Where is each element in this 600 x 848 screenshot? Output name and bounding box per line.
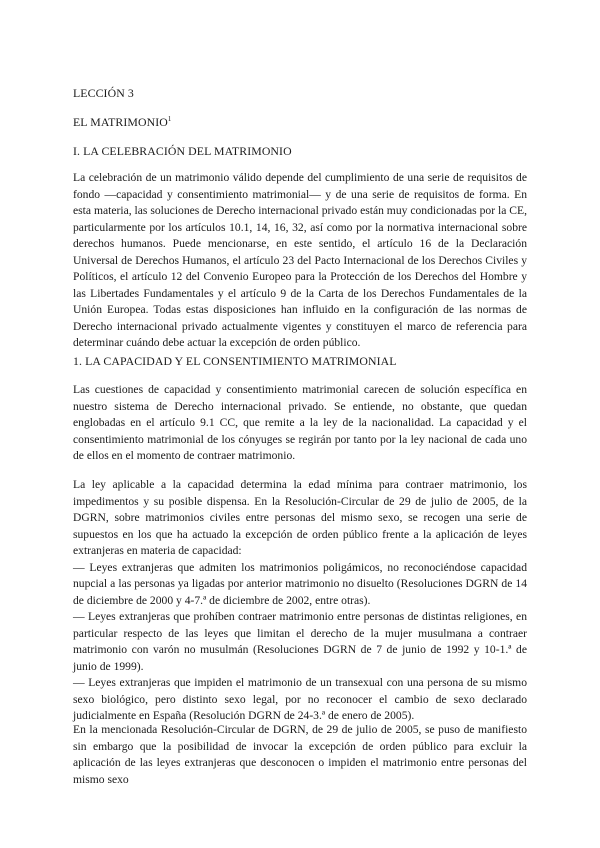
paragraph-resolution-circular: En la mencionada Resolución-Circular de DGRN, de 29 de julio de 2005, se puso de manifiesto sin embargo que la posibilidad de invocar la excepción de orden público para excluir la aplicación de las leyes extranjeras que desconocen o impiden el matrimonio entre personas del mismo sexo <box>73 723 527 786</box>
paragraph-public-order <box>73 477 527 725</box>
lesson-heading: LECCIÓN 3 <box>73 86 134 100</box>
topic-heading <box>73 114 527 131</box>
section-heading-celebration: I. LA CELEBRACIÓN DEL MATRIMONIO <box>73 144 292 158</box>
footnote-marker: 1 <box>167 115 172 123</box>
list-item-religion: — Leyes extranjeras que prohíben contraer matrimonio entre personas de distintas religiones, en particular respecto de las leyes que limitan el derecho de la mujer musulmana a contraer matrimonio con varón no musulmán (Resoluciones DGRN de 7 de junio de 1992 y 10-1.ª de junio de 1999). <box>73 610 527 673</box>
list-item-polygamy: — Leyes extranjeras que admiten los matrimonios poligámicos, no reconociéndose capacidad nupcial a las personas ya ligadas por anterior matrimonio no disuelto (Resoluciones DGRN de 14 de diciembre de 2000 y 4-7.ª de diciembre de 2002, entre otras). <box>73 560 527 607</box>
paragraph-public-order-intro: La ley aplicable a la capacidad determina la edad mínima para contraer matrimonio, los impedimentos y su posible dispensa. En la Resolución-Circular de 29 de julio de 2005, de la DGRN, sobre matrimonios civiles entre personas del mismo sexo, se recogen una serie de supuestos en los que ha actuado la excepción de orden público frente a la aplicación de leyes extranjeras en materia de capacidad: <box>73 478 527 557</box>
section-heading-capacity: 1. LA CAPACIDAD Y EL CONSENTIMIENTO MATRIMONIAL <box>73 354 397 368</box>
paragraph-capacity-law: Las cuestiones de capacidad y consentimiento matrimonial carecen de solución específica en nuestro sistema de Derecho internacional privado. Se entiende, no obstante, que quedan englobadas en el artículo 9.1 CC, que remite a la ley de la nacionalidad. La capacidad y el consentimiento matrimonial de los cónyuges se regirán por tanto por la ley nacional de cada uno de ellos en el momento de contraer matrimonio. <box>73 383 527 462</box>
list-item-transsexual: — Leyes extranjeras que impiden el matrimonio de un transexual con una persona de su mismo sexo biológico, pero distinto sexo legal, por no reconocer el cambio de sexo declarado judicialmente en España (Resolución DGRN de 24-3.ª de enero de 2005). <box>73 676 527 722</box>
topic-title: EL MATRIMONIO <box>73 115 168 129</box>
paragraph-requirements: La celebración de un matrimonio válido depende del cumplimiento de una serie de requisitos de fondo —capacidad y consentimiento matrimonial— y de una serie de requisitos de forma. En esta materia, las soluciones de Derecho internacional privado están muy condicionadas por la CE, particularmente por los artículos 10.1, 14, 16, 32, así como por la normativa internacional sobre derechos humanos. Puede mencionarse, en este sentido, el artículo 16 de la Declaración Universal de Derechos Humanos, el artículo 23 del Pacto Internacional de los Derechos Civiles y Políticos, el artículo 12 del Convenio Europeo para la Protección de los Derechos del Hombre y las Libertades Fundamentales y el artículo 9 de la Carta de los Derechos Fundamentales de la Unión Europea. Todas estas disposiciones han influido en la configuración de las normas de Derecho internacional privado actualmente vigentes y constituyen el marco de referencia para determinar cuándo debe actuar la excepción de orden público. <box>73 171 527 349</box>
